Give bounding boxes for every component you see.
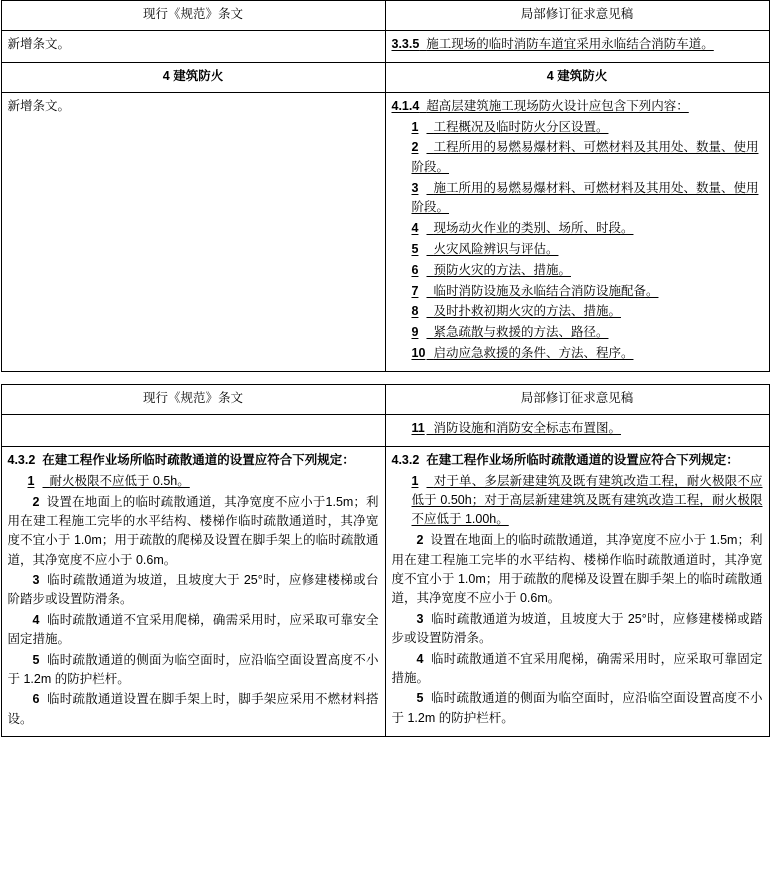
table1-header-left: 现行《规范》条文 bbox=[1, 1, 385, 31]
table2-row2-right bbox=[385, 447, 769, 737]
list-item: 6 临时疏散通道设置在脚手架上时，脚手架应采用不燃材料搭设。 bbox=[7, 692, 379, 726]
table1-section-right: 4 建筑防火 bbox=[385, 62, 769, 92]
list-item: 6 预防火灾的方法、措施。 bbox=[411, 262, 571, 277]
cell-text bbox=[392, 35, 763, 54]
table1-section-left: 4 建筑防火 bbox=[1, 62, 385, 92]
list-item: 4 临时疏散通道不宜采用爬梯，确需采用时，应采取可靠安全固定措施。 bbox=[7, 612, 379, 647]
list-item: 5 临时疏散通道的侧面为临空面时，应沿临空面设置高度不小于 1.2m 的防护栏杆。 bbox=[391, 691, 763, 725]
table-row bbox=[1, 93, 769, 372]
list-item: 3 施工所用的易燃易爆材料、可燃材料及其用处、数量、使用阶段。 bbox=[411, 180, 759, 214]
clause-heading bbox=[8, 451, 379, 470]
table-gap bbox=[0, 372, 770, 384]
table1-row3-right bbox=[385, 93, 769, 372]
list-item: 3 临时疏散通道为坡道，且坡度大于 25°时，应修建楼梯或台阶踏步或设置防滑条。 bbox=[7, 573, 379, 607]
list-item: 8 及时扑救初期火灾的方法、措施。 bbox=[411, 304, 621, 319]
list-item: 5 火灾风险辨识与评估。 bbox=[411, 241, 559, 256]
table1-header-right: 局部修订征求意见稿 bbox=[385, 1, 769, 31]
clause-text: 施工现场的临时消防车道宜采用永临结合消防车道。 bbox=[426, 37, 714, 52]
list-item: 1 工程概况及临时防火分区设置。 bbox=[411, 119, 609, 134]
cell-text: 新增条文。 bbox=[7, 37, 71, 52]
table-row bbox=[1, 31, 769, 62]
list-item: 2 设置在地面上的临时疏散通道，其净宽度不应小于 1.5m；利用在建工程施工完毕的水平结构、楼梯作临时疏散通道时，其净宽度不宜小于 1.0m；用于疏散的爬梯及设置在脚手架上的临时疏散通道，其净宽度不应小于 0.6m。 bbox=[391, 533, 763, 606]
list-item: 7 临时消防设施及永临结合消防设施配备。 bbox=[411, 283, 659, 298]
clause-number: 4.3.2 bbox=[391, 453, 420, 468]
table-row bbox=[1, 385, 769, 415]
comparison-table-2 bbox=[1, 384, 770, 737]
list-item: 1 对于单、多层新建建筑及既有建筑改造工程，耐火极限不应低于 0.50h；对于高层新建建筑及既有建筑改造工程，耐火极限不应低于 1.00h。 bbox=[411, 473, 763, 527]
list-item: 9 紧急疏散与救援的方法、路径。 bbox=[411, 325, 609, 340]
cell-text bbox=[8, 419, 379, 438]
clause-heading bbox=[392, 97, 763, 116]
table-row bbox=[1, 415, 769, 447]
clause-number: 3.3.5 bbox=[391, 37, 420, 52]
clause-text: 在建工程作业场所临时疏散通道的设置应符合下列规定： bbox=[42, 453, 355, 468]
clause-text: 超高层建筑施工现场防火设计应包含下列内容： bbox=[426, 99, 689, 114]
list-item: 11 消防设施和消防安全标志布置图。 bbox=[411, 421, 621, 436]
table2-row1-right bbox=[385, 415, 769, 447]
list-item: 2 工程所用的易燃易爆材料、可燃材料及其用处、数量、使用阶段。 bbox=[411, 140, 759, 174]
list-item: 3 临时疏散通道为坡道，且坡度大于 25°时，应修建楼梯或踏步或设置防滑条。 bbox=[391, 611, 763, 646]
table2-header-left: 现行《规范》条文 bbox=[1, 385, 385, 415]
cell-text: 新增条文。 bbox=[7, 99, 71, 114]
list-item: 10 启动应急救援的条件、方法、程序。 bbox=[411, 346, 634, 361]
table2-row2-left bbox=[1, 447, 385, 737]
list-item: 4 现场动火作业的类别、场所、时段。 bbox=[411, 220, 634, 235]
table1-row1-right bbox=[385, 31, 769, 62]
table2-row1-left bbox=[1, 415, 385, 447]
table1-row3-left bbox=[1, 93, 385, 372]
list-item: 4 临时疏散通道不宜采用爬梯，确需采用时，应采取可靠固定措施。 bbox=[391, 651, 763, 685]
clause-text: 在建工程作业场所临时疏散通道的设置应符合下列规定： bbox=[426, 453, 739, 468]
list-item: 5 临时疏散通道的侧面为临空面时，应沿临空面设置高度不小于 1.2m 的防护栏杆。 bbox=[7, 652, 379, 686]
clause-number: 4.1.4 bbox=[391, 99, 420, 114]
table-row bbox=[1, 1, 769, 31]
clause-number: 4.3.2 bbox=[7, 453, 36, 468]
list-item: 1 耐火极限不应低于 0.5h。 bbox=[27, 473, 190, 488]
clause-heading bbox=[392, 451, 763, 470]
comparison-table-1 bbox=[1, 0, 770, 372]
table1-row1-left bbox=[1, 31, 385, 62]
table-row bbox=[1, 62, 769, 92]
list-item: 2 设置在地面上的临时疏散通道，其净宽度不应小于1.5m；利用在建工程施工完毕的水平结构、楼梯作临时疏散通道时，其净宽度不宜小于 1.0m；用于疏散的爬梯及设置在脚手架上的临时疏散通道，其净宽度不应小于 0.6m。 bbox=[7, 494, 379, 567]
table-row bbox=[1, 447, 769, 737]
table2-header-right: 局部修订征求意见稿 bbox=[385, 385, 769, 415]
